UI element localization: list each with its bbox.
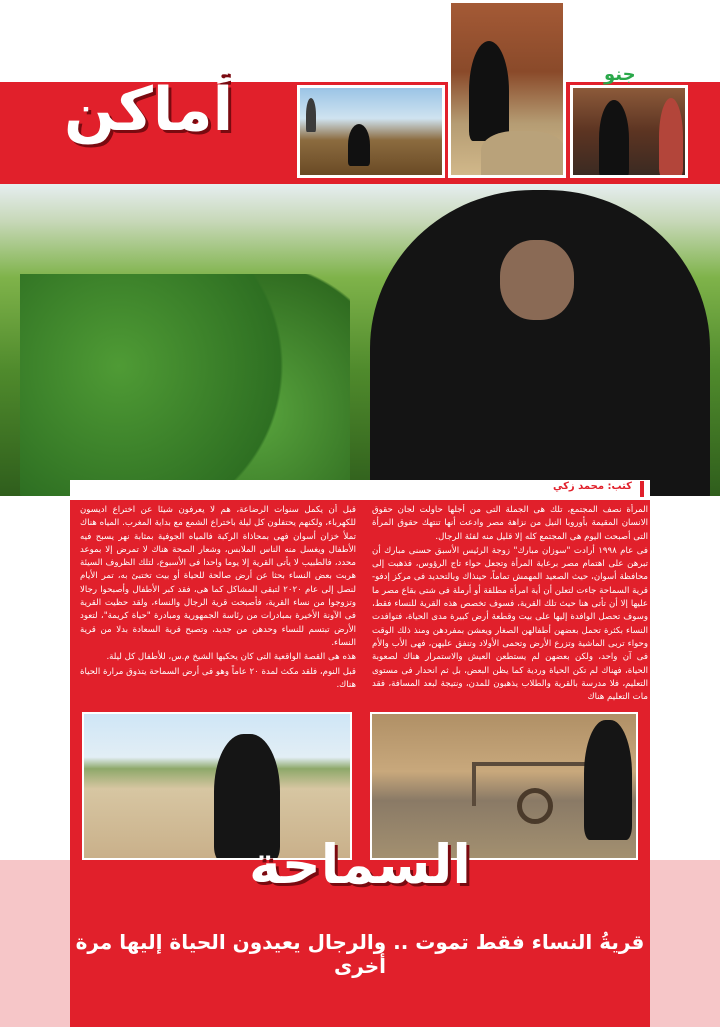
paragraph: فى عام ١٩٩٨ أرادت "سوزان مبارك" زوجة الرئيس الأسبق حسنى مبارك أن تبرهن على اهتمام مصر برعاية المرأة وتجعل حواء تاج الرؤوس، فذهبت إلى محافظة أسوان، حيث الصعيد المهمش تماماً، حينذاك وبالتحديد فى مركز إدفو- قرية السماحة جاءت لتعلن أن أية امرأة مطلقة أو أرملة فى شتى بقاع مصر ما عليها إلا أن تأتى هنا حيث تلك القرية، فسوف تخصص هذه القرية للنساء فقط، وسوف تحصل الوافدة إليها على بيت وقطعة أرض كبيرة مدى الحياة، فتوافدت النساء بكثرة تحمل بعضهن أطفالهن الصغار ويعشن بمفردهن ومنذ ذلك الوقت وحواء تربى الماشية وتزرع الأرض وتحمى الأولاد وتنفق عليهن، فهى الأب والأم فى آن واحد، ولكن بعضهن لم يستطعن العيش والاستمرار هناك لصعوبة الحياة، فهناك لم تكن الحياة وردية كما يظن البعض، بل ثم انحدار فى مستوى التعليم، فلا مدرسة بالقرية والطلاب يذهبون للمدن، ونتيجة لبعد المسافة، فقد مات التعليم هناك bbox=[372, 545, 648, 703]
woman-figure bbox=[584, 720, 632, 840]
article-column-left bbox=[80, 504, 356, 710]
cart-wheel bbox=[517, 788, 553, 824]
brand-logo: جنو bbox=[604, 64, 636, 85]
woman-figure bbox=[469, 41, 509, 141]
article-subheadline: قريةُ النساء فقط تموت .. والرجال يعيدون الحياة إليها مرة أخرى bbox=[75, 930, 645, 978]
article-column-right bbox=[372, 504, 648, 710]
woman-figure bbox=[659, 98, 683, 176]
decorative-shape bbox=[640, 860, 720, 1027]
plant-foliage bbox=[20, 274, 350, 496]
hero-photo bbox=[0, 184, 720, 496]
decorative-shape bbox=[0, 860, 80, 1027]
woman-face bbox=[500, 240, 574, 320]
article-byline: كتب: محمد زكي bbox=[553, 481, 644, 497]
paragraph: قبل أن يكمل سنوات الرضاعة، هم لا يعرفون شيئا عن اختراع اديسون للكهرباء، ولكنهم يحتفلون كل ليلة باختراع الشمع مع بداية المغرب. المياه هناك تملأ خزان أسوان فهى بمحاذاة الركبة فالمياه الجوفية بمثابة نهر يسبح فيه الأطفال ويغسل منه الناس الملابس، وشعار الصحة هناك لا تمرض إلا بموعد محدد، فالطبيب لا يأتى القرية إلا يوما واحدا فى الأسبوع، لتلك الظروف السيئة هربت بعض النساء بحثا عن أرض صالحة للحياة أو بيت تختبئ به، تمر الأيام لنصل إلى عام ٢٠٢٠ لتبقى المشاكل كما هى، فقد كبر الأطفال وأصبحوا رجالا وتزوجوا من نساء القرية، فأصبحت قرية الرجال والنساء، ولقد حظيت القرية فى الآونة الأخيرة بمبادرات من رئاسة الجمهورية ومبادرة "حياة كريمة"، لتعود الأرض تبتسم للنساء وحدهن من جديد، وتصبح قرية السعادة بدلا من قرية النساء. bbox=[80, 505, 356, 648]
thumbnail-photo-room bbox=[570, 85, 688, 178]
section-title: أماكن bbox=[64, 75, 234, 145]
woman-figure bbox=[599, 100, 629, 178]
well-shape bbox=[481, 131, 565, 178]
thumbnail-photo-field bbox=[297, 85, 445, 178]
paragraph: قبل النوم، فلقد مكث لمدة ٢٠ عاماً وهو فى أرض السماحة يتذوق مرارة الحياة هناك. bbox=[80, 666, 356, 690]
thumbnail-photo-well bbox=[448, 0, 566, 178]
woman-figure bbox=[348, 124, 370, 166]
paragraph: المرأة نصف المجتمع، تلك هى الجملة التى من أجلها حاولت لجان حقوق الانسان المقيمة بأوروبا النيل من نزاهة مصر وادعت أنها تنتهك حقوق المرأة التى أصبحت اليوم هى المجتمع كله إلا قليل منه لفئة الرجال. bbox=[372, 505, 648, 542]
article-headline: السماحة bbox=[249, 833, 471, 896]
woman-figure bbox=[370, 190, 710, 496]
paragraph: هذه هى القصة الواقعية التى كان يحكيها الشيخ م.س، للأطفال كل ليلة. bbox=[106, 652, 356, 663]
child-figure bbox=[306, 98, 316, 132]
